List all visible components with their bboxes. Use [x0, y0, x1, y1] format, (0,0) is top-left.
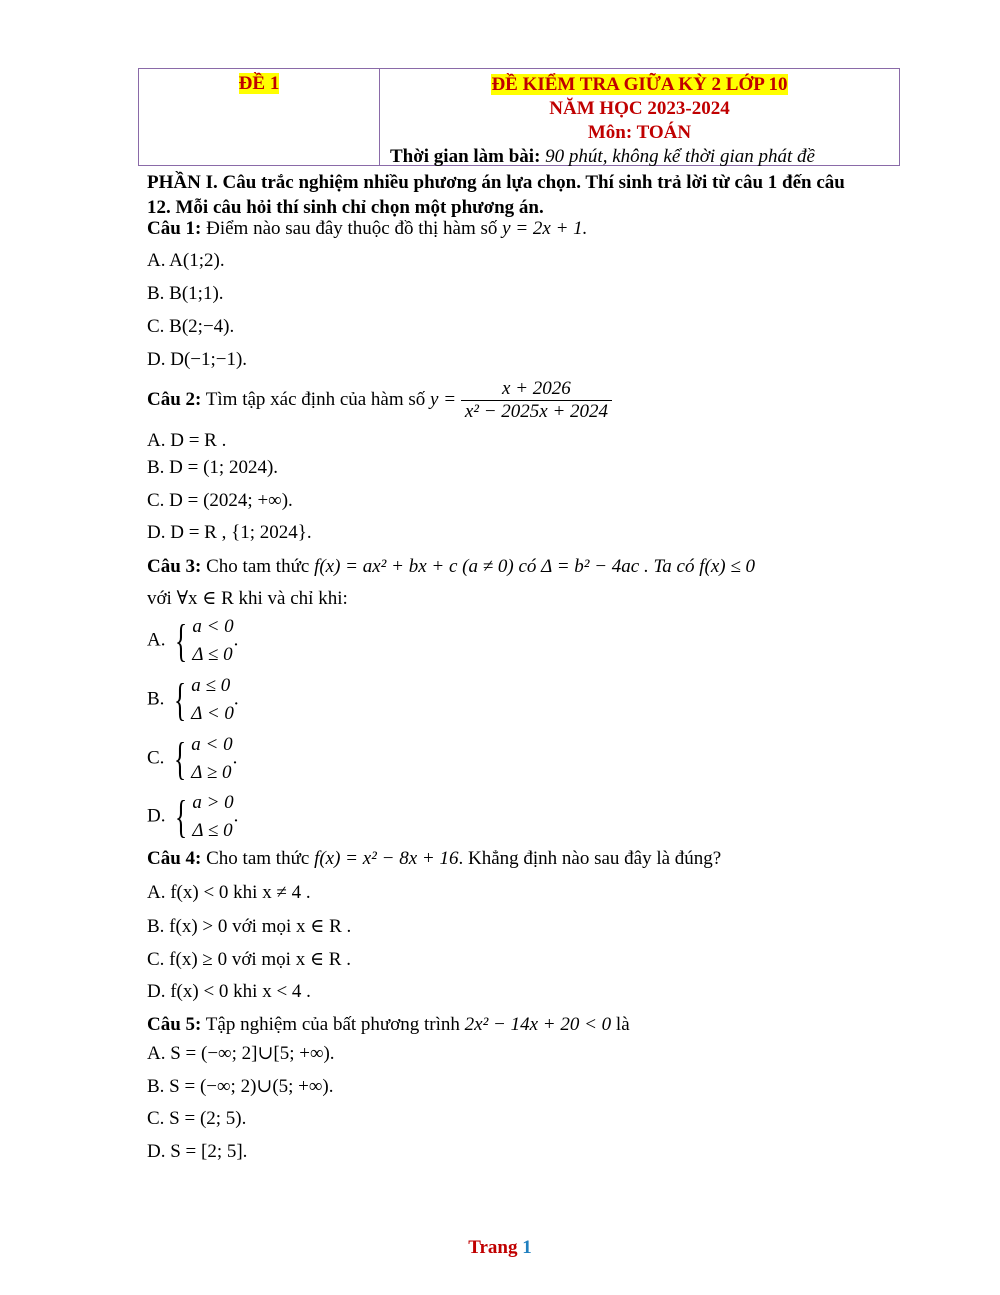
- q3-option-a[interactable]: A. { a < 0 Δ ≤ 0 .: [147, 613, 238, 669]
- q1-text: Điểm nào sau đây thuộc đồ thị hàm số: [206, 218, 498, 239]
- q1-option-b[interactable]: B. B(1;1).: [147, 283, 224, 304]
- q2-option-a[interactable]: A. D = R .: [147, 430, 227, 451]
- exam-info-cell: [380, 69, 899, 165]
- q4-expr: f(x) = x² − 8x + 16: [314, 848, 459, 869]
- q3-c-line1: a < 0: [191, 734, 233, 755]
- q3-option-d-system: [192, 789, 233, 845]
- q5-option-b[interactable]: B. S = (−∞; 2)∪(5; +∞).: [147, 1076, 334, 1097]
- q2-text: Tìm tập xác định của hàm số: [205, 388, 426, 410]
- q4-option-c[interactable]: C. f(x) ≥ 0 với mọi x ∈ R .: [147, 949, 351, 970]
- q3-label: Câu 3:: [147, 556, 202, 577]
- q3-expr: f(x) = ax² + bx + c (a ≠ 0) có Δ = b² − 4ac . Ta có f(x) ≤ 0: [314, 556, 756, 577]
- time-line: [380, 145, 899, 169]
- q1-option-d[interactable]: D. D(−1;−1).: [147, 349, 248, 370]
- page-footer: [0, 1237, 1000, 1259]
- q1-option-c[interactable]: C. B(2;−4).: [147, 316, 235, 337]
- q3-option-c[interactable]: C. { a < 0 Δ ≥ 0 .: [147, 731, 237, 787]
- q3-d-line1: a > 0: [192, 792, 234, 813]
- left-brace-icon: {: [175, 791, 188, 842]
- q1-label: Câu 1:: [147, 218, 202, 239]
- q3-b-line2: Δ < 0: [191, 703, 234, 724]
- q3-c-line2: Δ ≥ 0: [191, 762, 232, 783]
- q2-option-b[interactable]: B. D = (1; 2024).: [147, 457, 279, 478]
- q3-option-c-system: [191, 731, 232, 787]
- q2-denominator: x² − 2025x + 2024: [461, 400, 612, 423]
- part1-title: PHẦN I. Câu trắc nghiệm nhiều phương án lựa chọn. Thí sinh trả lời từ câu 1 đến câu 12. Mỗi câu hỏi thí sinh chỉ chọn một phương án.: [147, 172, 845, 218]
- q2-lhs: y =: [430, 388, 457, 410]
- q3-text-2: với ∀x ∈ R khi và chỉ khi:: [147, 588, 348, 609]
- q4-option-d[interactable]: D. f(x) < 0 khi x < 4 .: [147, 981, 311, 1002]
- q2-option-c[interactable]: C. D = (2024; +∞).: [147, 490, 293, 511]
- q3-a-line2: Δ ≤ 0: [192, 644, 233, 665]
- q5-option-a[interactable]: A. S = (−∞; 2]∪[5; +∞).: [147, 1043, 335, 1064]
- q5-option-c[interactable]: C. S = (2; 5).: [147, 1108, 247, 1129]
- q3-option-c-letter: C.: [147, 747, 165, 769]
- q3-option-b-system: [191, 672, 234, 728]
- school-year: NĂM HỌC 2023-2024: [549, 98, 730, 119]
- q3-option-d[interactable]: D. { a > 0 Δ ≤ 0 .: [147, 789, 238, 845]
- q4-label: Câu 4:: [147, 848, 202, 869]
- left-brace-icon: {: [175, 615, 188, 666]
- page-label: Trang: [468, 1237, 518, 1258]
- q1-option-a[interactable]: A. A(1;2).: [147, 250, 225, 271]
- exam-code-cell: [139, 69, 380, 165]
- question-4: [147, 848, 721, 870]
- q3-b-line1: a ≤ 0: [191, 675, 231, 696]
- question-5: [147, 1014, 630, 1036]
- exam-code: ĐỀ 1: [238, 73, 280, 94]
- page-number: 1: [522, 1237, 532, 1258]
- q3-option-a-letter: A.: [147, 629, 166, 651]
- exam-title: ĐỀ KIỂM TRA GIỮA KỲ 2 LỚP 10: [491, 74, 788, 95]
- q3-option-a-system: [192, 613, 233, 669]
- q5-text-2: là: [615, 1014, 630, 1035]
- q5-label: Câu 5:: [147, 1014, 202, 1035]
- q4-text: Cho tam thức: [206, 848, 310, 869]
- left-brace-icon: {: [174, 674, 187, 725]
- q2-option-d[interactable]: D. D = R , {1; 2024}.: [147, 522, 312, 543]
- header-table: [138, 68, 900, 166]
- time-label: Thời gian làm bài:: [390, 146, 541, 167]
- q1-expr: y = 2x + 1.: [502, 218, 588, 239]
- left-brace-icon: {: [174, 733, 187, 784]
- q5-expr: 2x² − 14x + 20 < 0: [464, 1014, 612, 1035]
- time-value: 90 phút, không kể thời gian phát đề: [545, 146, 815, 167]
- q5-option-d[interactable]: D. S = [2; 5].: [147, 1141, 248, 1162]
- part1-title-block: [147, 170, 867, 220]
- q2-numerator: x + 2026: [502, 378, 571, 399]
- q3-option-b[interactable]: B. { a ≤ 0 Δ < 0 .: [147, 672, 239, 728]
- q2-fraction: [461, 378, 612, 423]
- q2-label: Câu 2:: [147, 388, 202, 410]
- subject: Môn: TOÁN: [587, 122, 692, 143]
- q4-option-a[interactable]: A. f(x) < 0 khi x ≠ 4 .: [147, 882, 311, 903]
- question-3: [147, 556, 755, 578]
- q3-option-b-letter: B.: [147, 688, 165, 710]
- q3-text: Cho tam thức: [206, 556, 310, 577]
- q4-option-b[interactable]: B. f(x) > 0 với mọi x ∈ R .: [147, 916, 352, 937]
- q3-option-d-letter: D.: [147, 805, 166, 827]
- q3-a-line1: a < 0: [192, 616, 234, 637]
- q3-d-line2: Δ ≤ 0: [192, 820, 233, 841]
- q5-text: Tập nghiệm của bất phương trình: [205, 1014, 460, 1035]
- question-1: [147, 218, 587, 240]
- question-2: [147, 378, 612, 423]
- q4-text-2: . Khẳng định nào sau đây là đúng?: [458, 848, 722, 869]
